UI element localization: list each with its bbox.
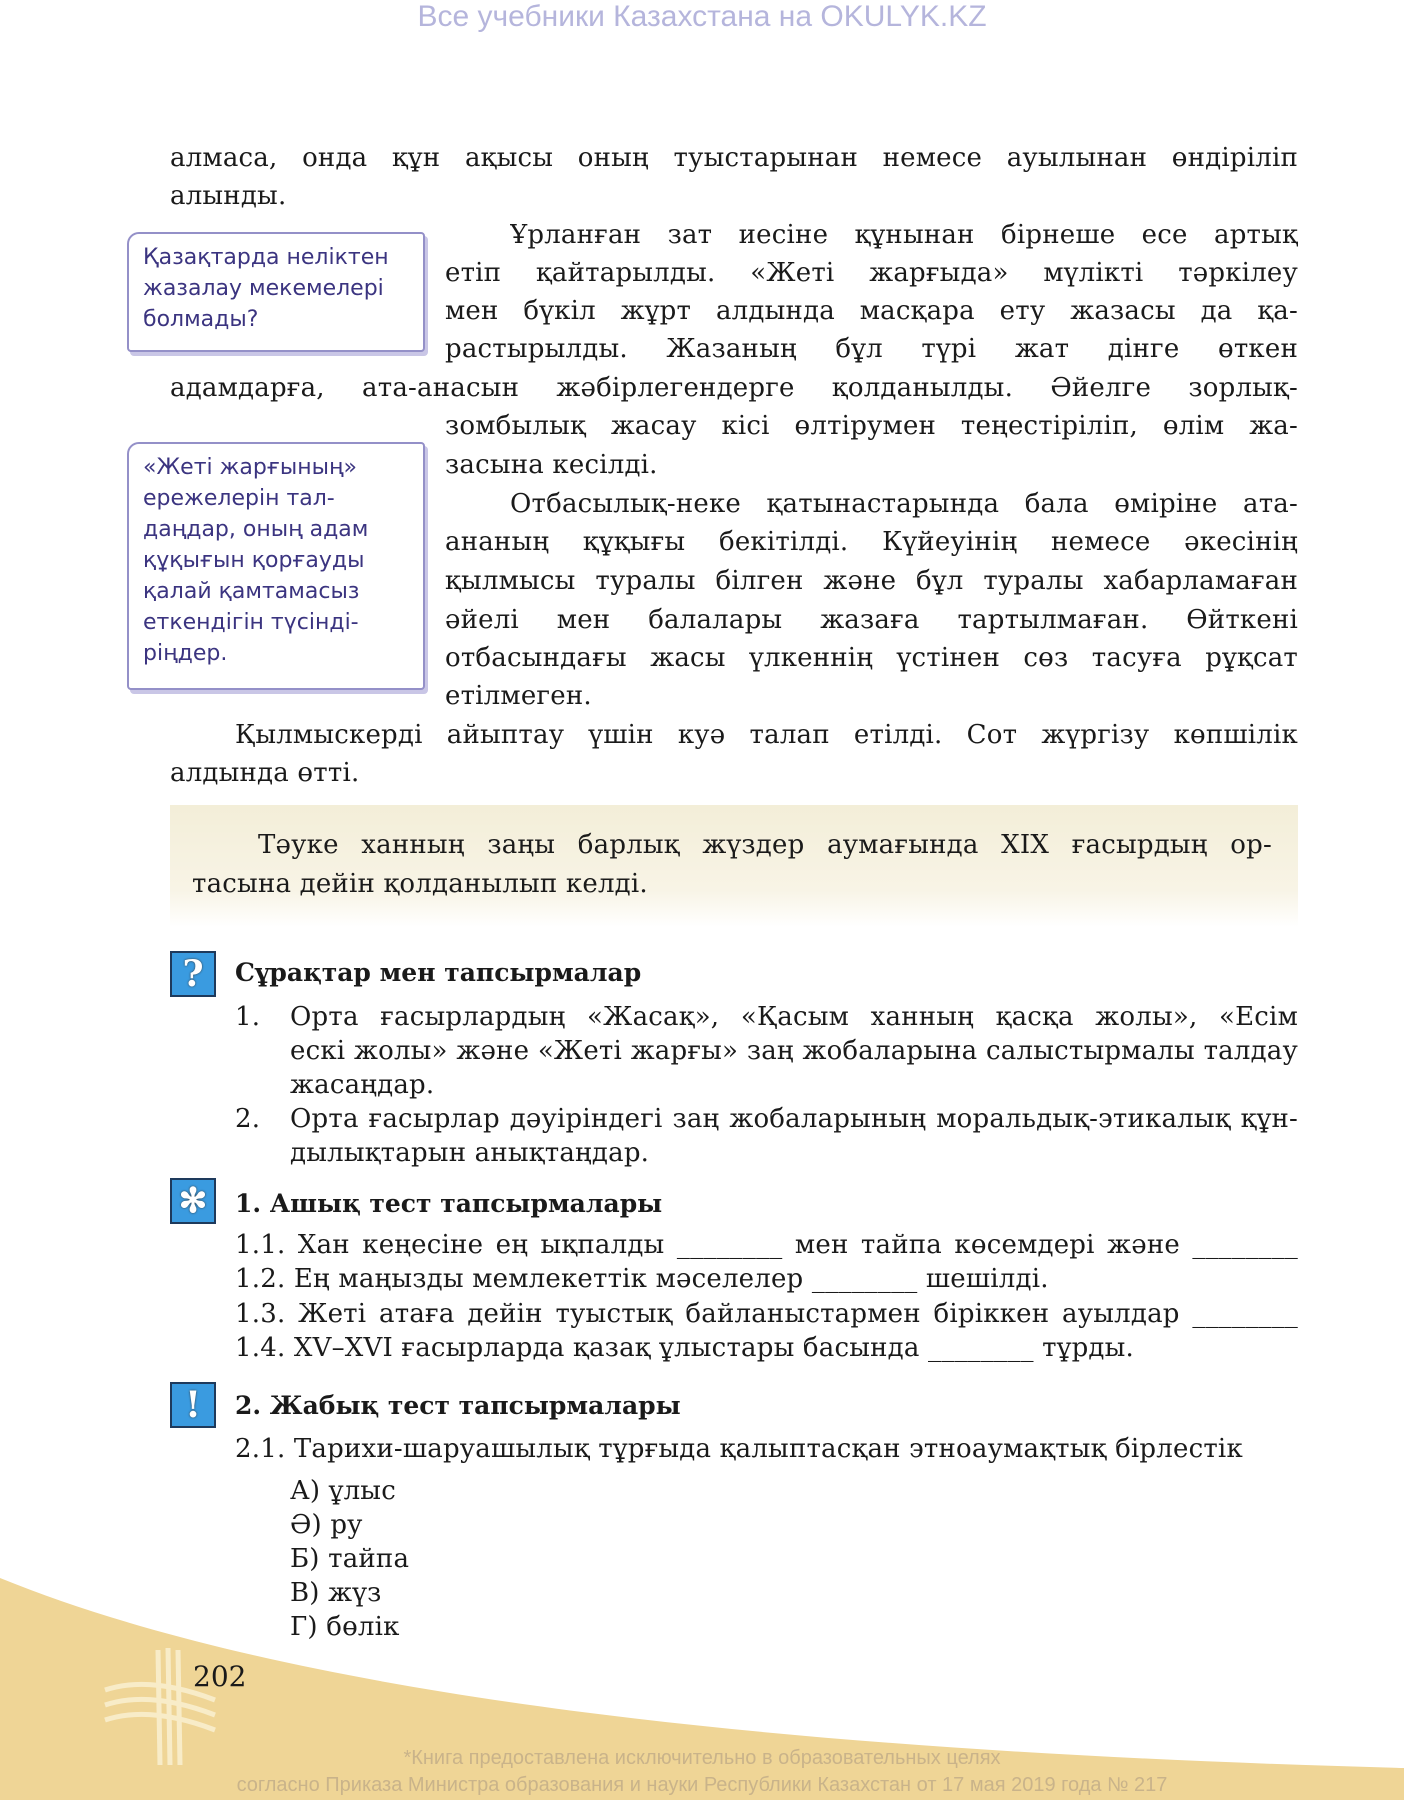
highlight-line: тасына дейін қолданылып келді. <box>192 869 648 899</box>
section-title: 2. Жабық тест тапсырмалары <box>235 1391 681 1420</box>
section-title: Сұрақтар мен тапсырмалар <box>235 958 642 987</box>
answer-option: А) ұлыс <box>290 1476 396 1506</box>
body-line: засына кесілді. <box>445 450 658 480</box>
side-note-question <box>127 232 425 352</box>
body-line: етілмеген. <box>445 681 592 711</box>
body-line: отбасындағы жасы үлкеннің үстінен сөз тасуға рұқсат <box>445 643 1298 673</box>
side-note-text: «Жеті жарғының» ережелерін тал-даңдар, оның адам құқығын қорғауды қалай қамтамасыз еткендігін түсінді-ріңдер. <box>143 455 369 666</box>
open-test-item: 1.4. XV–XVI ғасырларда қазақ ұлыстары басында ________ тұрды. <box>235 1333 1134 1363</box>
body-line: алмаса, онда құн ақысы оның туыстарынан немесе ауылынан өндіріліп <box>170 143 1298 173</box>
item-number: 2. <box>235 1104 261 1134</box>
body-line: Отбасылық-неке қатынастарында бала өміріне ата- <box>510 489 1298 519</box>
section-title: 1. Ашық тест тапсырмалары <box>235 1189 663 1218</box>
footer-line: согласно Приказа Министра образования и науки Республики Казахстан от 17 мая 2019 года № 217 <box>236 1774 1168 1796</box>
side-note-text: Қазақтарда неліктен жазалау мекемелері болмады? <box>143 245 389 332</box>
question-line: ескі жолы» және «Жеті жарғы» заң жобаларына салыстырмалы талдау <box>290 1036 1298 1066</box>
body-line: Қылмыскерді айыптау үшін куә талап етілді. Сот жүргізу көпшілік <box>235 720 1298 750</box>
open-test-item: 1.2. Ең маңызды мемлекеттік мәселелер ________ шешілді. <box>235 1264 1049 1294</box>
closed-test-question: 2.1. Тарихи-шаруашылық тұрғыда қалыптасқан этноаумақтық бірлестік <box>235 1434 1243 1464</box>
body-line: әйелі мен балалары жазаға тартылмаған. Өйткені <box>445 605 1298 635</box>
footer-line: *Книга предоставлена исключительно в образовательных целях <box>403 1747 1001 1769</box>
side-note-task <box>127 442 425 690</box>
body-line: алынды. <box>170 181 287 211</box>
watermark: Все учебники Казахстана на OKULYK.KZ <box>417 0 987 33</box>
answer-option: В) жүз <box>290 1578 382 1608</box>
answer-option: Ә) ру <box>290 1510 363 1540</box>
body-line: ананың құқығы бекітілді. Күйеуінің немесе әкесінің <box>445 527 1298 557</box>
item-number: 1. <box>235 1002 261 1032</box>
asterisk-icon: ✻ <box>170 1178 216 1224</box>
open-test-item: 1.1. Хан кеңесіне ең ықпалды ________ мен тайпа көсемдері және ________ <box>235 1230 1298 1260</box>
question-line: дылықтарын анықтаңдар. <box>290 1138 650 1168</box>
question-line: Орта ғасырлар дәуіріндегі заң жобаларының моральдық-этикалық құн- <box>290 1104 1298 1134</box>
question-line: Орта ғасырлардың «Жасақ», «Қасым ханның қасқа жолы», «Есім <box>290 1002 1298 1032</box>
answer-option: Г) бөлік <box>290 1612 400 1642</box>
exclamation-icon: ! <box>170 1382 216 1428</box>
body-line: зомбылық жасау кісі өлтірумен теңестіріліп, өлім жа- <box>445 411 1298 441</box>
answer-option: Б) тайпа <box>290 1544 410 1574</box>
question-line: жасаңдар. <box>290 1070 435 1100</box>
body-line: қылмысы туралы білген және бұл туралы хабарламаған <box>445 566 1298 596</box>
body-line: етіп қайтарылды. «Жеті жарғыда» мүлікті тәркілеу <box>445 258 1298 288</box>
page-number: 202 <box>193 1660 247 1693</box>
body-line: растырылды. Жазаның бұл түрі жат дінге өткен <box>445 334 1298 364</box>
highlight-line: Тәуке ханның заңы барлық жүздер аумағында XIX ғасырдың ор- <box>258 830 1272 860</box>
question-icon: ? <box>170 951 216 997</box>
body-line: алдында өтті. <box>170 758 360 788</box>
body-line: Ұрланған зат иесіне құнынан бірнеше есе артық <box>510 220 1298 250</box>
body-line: адамдарға, ата-анасын жәбірлегендерге қолданылды. Әйелге зорлық- <box>170 373 1298 403</box>
open-test-item: 1.3. Жеті атаға дейін туыстық байланыстармен біріккен ауылдар ________ <box>235 1299 1298 1329</box>
body-line: мен бүкіл жұрт алдында масқара ету жазасы да қа- <box>445 296 1298 326</box>
